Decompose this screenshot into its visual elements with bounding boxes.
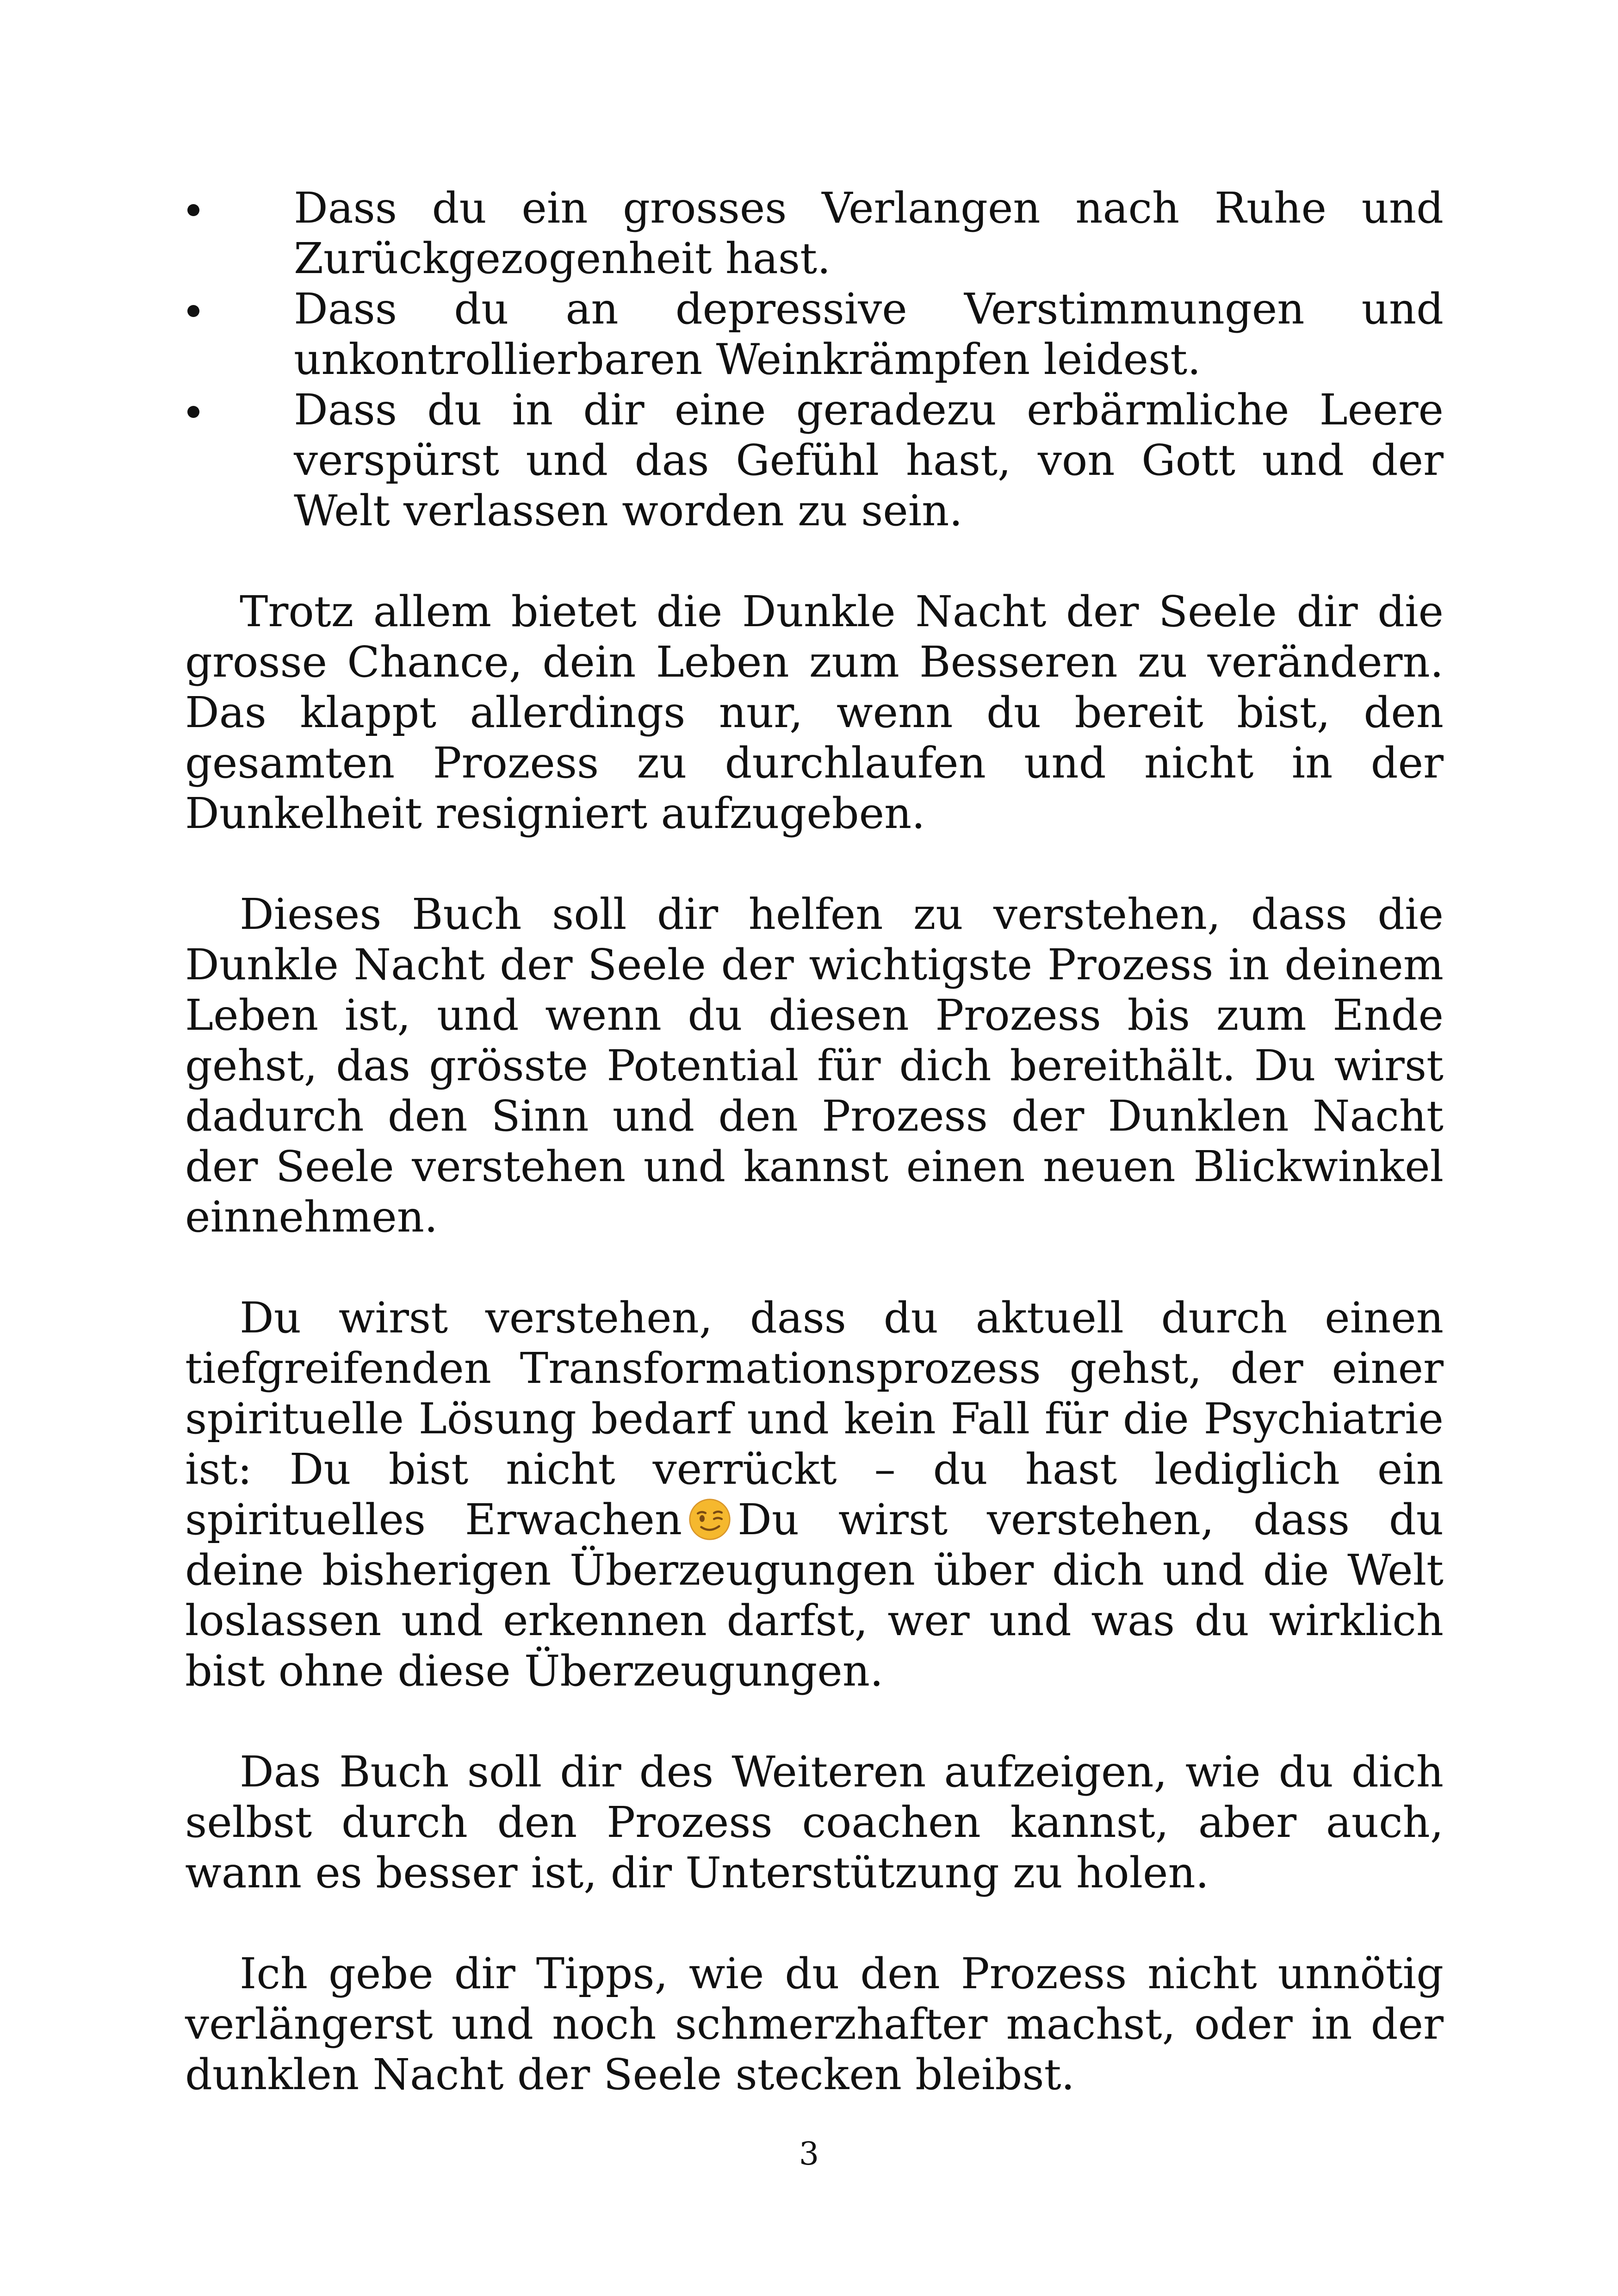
paragraph-text: Du wirst verstehen, dass du aktuell durch einen tiefgreifenden Transformationsprozess gehst, der einer spirituelle Lösung bedarf und kein Fall für die Psychiatrie ist: Du bist nicht verrückt – du hast lediglich ein spirituelles Erwachen xyxy=(185,1293,1444,1544)
list-item xyxy=(185,385,1444,536)
paragraph-book-purpose: Dieses Buch soll dir helfen zu verstehen, dass die Dunkle Nacht der Seele der wichtigste Prozess in deinem Leben ist, und wenn du diesen Prozess bis zum Ende gehst, das grösste Potential für dich bereithält. Du wirst dadurch den Sinn und den Prozess der Dunklen Nacht der Seele verstehen und kannst einen neuen Blickwinkel einnehmen. xyxy=(185,890,1444,1242)
paragraph-text: Du wirst verstehen, dass du deine bisherigen Überzeugungen über dich und die Welt loslassen und erkennen darfst, wer und was du wirklich bist ohne diese Überzeugungen. xyxy=(185,1495,1444,1696)
paragraph-chance: Trotz allem bietet die Dunkle Nacht der Seele dir die grosse Chance, dein Leben zum Besseren zu verändern. Das klappt allerdings nur, wenn du bereit bist, den gesamten Prozess zu durchlaufen und nicht in der Dunkelheit resigniert aufzugeben. xyxy=(185,587,1444,838)
winking-face-icon xyxy=(688,1498,731,1541)
bullet-text: Dass du ein grosses Verlangen nach Ruhe und Zurückgezogenheit hast. xyxy=(294,183,1444,283)
list-item xyxy=(185,284,1444,385)
bullet-text: Dass du in dir eine geradezu erbärmliche Leere verspürst und das Gefühl hast, von Gott und der Welt verlassen worden zu sein. xyxy=(294,385,1444,535)
page-body xyxy=(185,183,1444,2100)
bullet-icon xyxy=(187,204,199,216)
bullet-icon xyxy=(187,406,199,418)
bullet-text: Dass du an depressive Verstimmungen und unkontrollierbaren Weinkrämpfen leidest. xyxy=(294,284,1444,384)
paragraph-tips: Ich gebe dir Tipps, wie du den Prozess nicht unnötig verlängerst und noch schmerzhafter machst, oder in der dunklen Nacht der Seele stecken bleibst. xyxy=(185,1949,1444,2099)
paragraph-coaching: Das Buch soll dir des Weiteren aufzeigen, wie du dich selbst durch den Prozess coachen kannst, aber auch, wann es besser ist, dir Unterstützung zu holen. xyxy=(185,1747,1444,1898)
paragraph-transformation xyxy=(185,1293,1444,1696)
page-number: 3 xyxy=(799,2136,819,2172)
list-item xyxy=(185,183,1444,284)
bullet-icon xyxy=(187,305,199,317)
bullet-list xyxy=(185,183,1444,536)
